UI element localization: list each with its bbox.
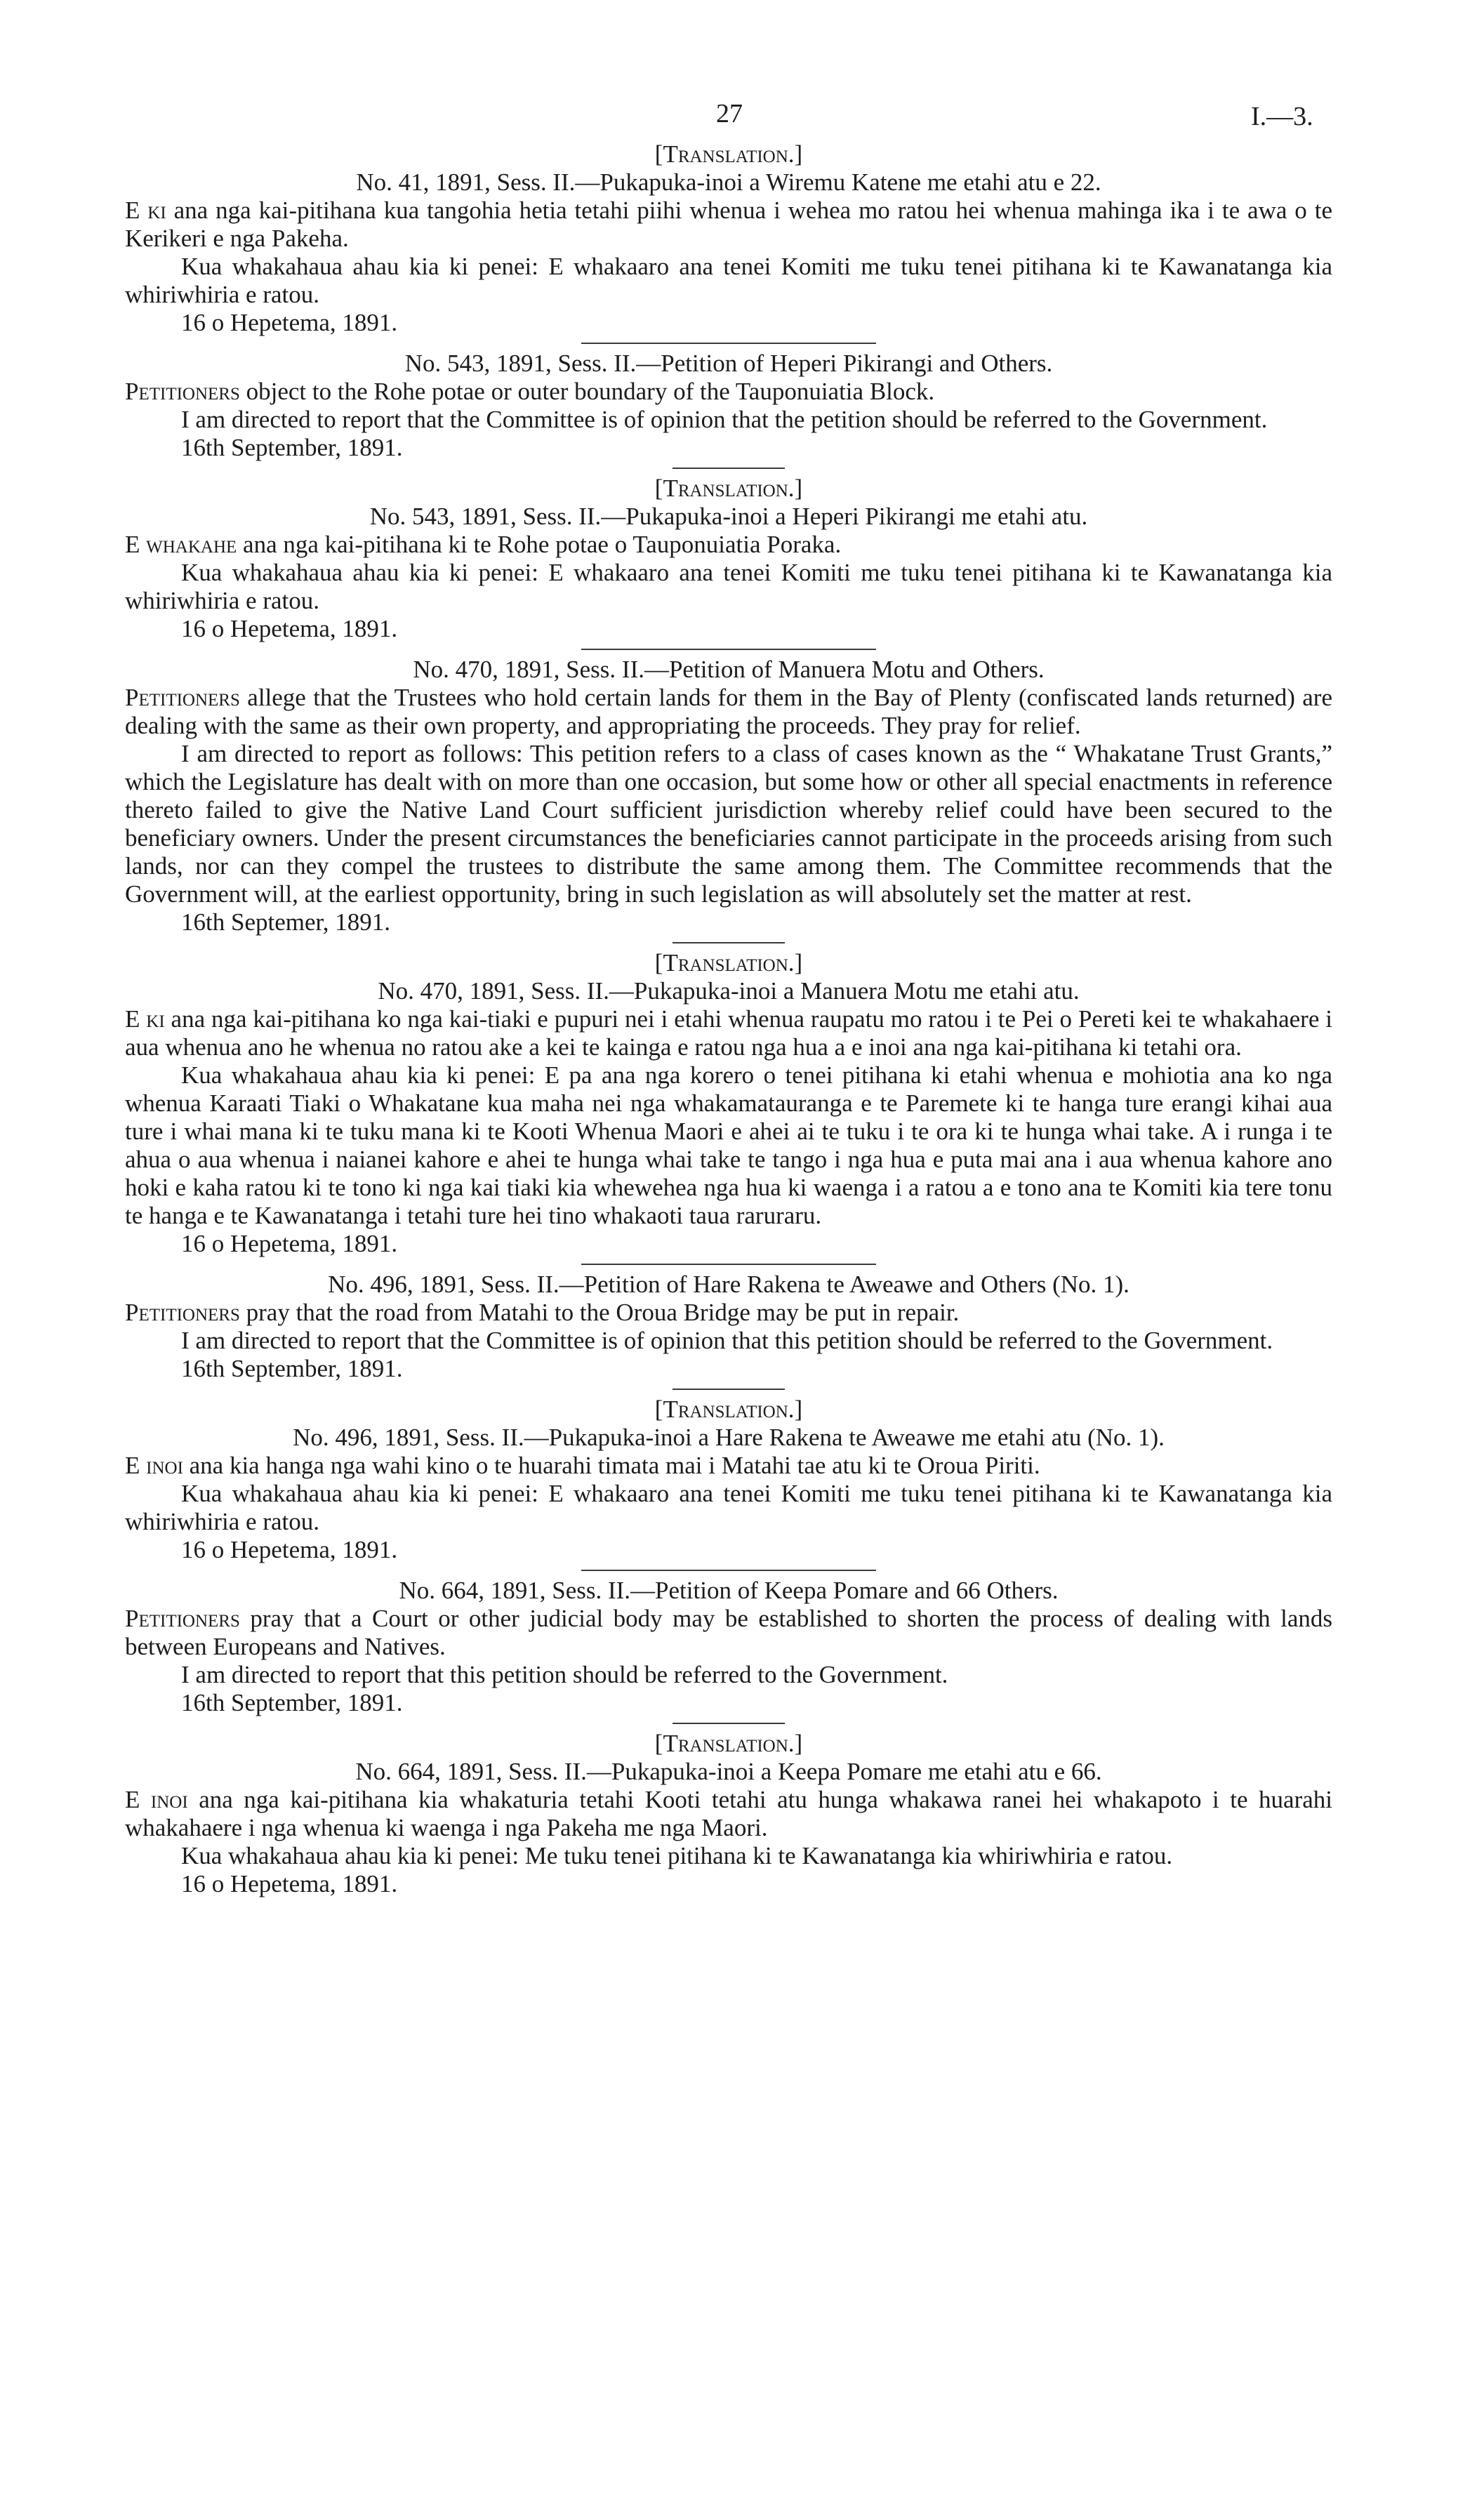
petition-body: ana kia hanga nga wahi kino o te huarahi timata mai i Matahi tae atu ki te Oroua Piriti.	[189, 1452, 1040, 1479]
petition-section	[125, 1396, 1332, 1564]
report-date: 16 o Hepetema, 1891.	[181, 309, 398, 336]
petition-section	[125, 949, 1332, 1258]
page-number: 27	[716, 99, 743, 128]
petition-title: No. 496, 1891, Sess. II.—Pukapuka-inoi a Hare Rakena te Aweawe me etahi atu (No. 1).	[293, 1424, 1165, 1451]
committee-report: Kua whakahaua ahau kia ki penei: E pa ana nga korero o tenei pitihana ki etahi whenua e mohiotia ana ko nga whenua Karaati Tiaki o Whakatane kua maha nei nga whakamatauranga e te Paremete ki te hanga ture erangi kihai aua ture i whai mana ki te tuku mana ki te Kooti Whenua Maori e ahei ai te tuku i te ora ki te hunga whai take. A i runga i te ahua o aua whenua i naianei kahore e ahei te hunga whai take te tango i nga hua e puta mai ana i aua whenua kahore ano hoki e kaha ratou ki te tono ki nga kai tiaki kia whewehea nga hua ki waenga i a ratou a e tono ana te Komiti kia tere tonu te hanga e te Kawanatanga i tetahi ture hei tino whakaoti taua raruraru.	[125, 1061, 1332, 1229]
petition-section	[125, 475, 1332, 643]
section-divider	[673, 468, 785, 469]
committee-report: Kua whakahaua ahau kia ki penei: E whakaaro ana tenei Komiti me tuku tenei pitihana ki te Kawanatanga kia whiriwhiria e ratou.	[125, 559, 1332, 614]
lead-words: Petitioners	[125, 684, 240, 711]
report-date: 16 o Hepetema, 1891.	[181, 1870, 398, 1897]
petition-section	[125, 1730, 1332, 1898]
lead-words: E inoi	[125, 1786, 188, 1813]
petition-section	[125, 1271, 1332, 1383]
translation-label: [Translation.]	[654, 1396, 803, 1423]
committee-report: I am directed to report that the Committee is of opinion that the petition should be referred to the Government.	[181, 406, 1268, 433]
report-date: 16th September, 1891.	[181, 1355, 403, 1382]
page-header	[0, 98, 1484, 140]
petition-section	[125, 140, 1332, 337]
lead-words: E whakahe	[125, 531, 237, 558]
committee-report: Kua whakahaua ahau kia ki penei: Me tuku tenei pitihana ki te Kawanatanga kia whiriwhiria e ratou.	[181, 1842, 1173, 1869]
petition-title: No. 664, 1891, Sess. II.—Petition of Keepa Pomare and 66 Others.	[399, 1577, 1059, 1604]
translation-label: [Translation.]	[654, 140, 803, 168]
report-date: 16 o Hepetema, 1891.	[181, 1536, 398, 1563]
committee-report: Kua whakahaua ahau kia ki penei: E whakaaro ana tenei Komiti me tuku tenei pitihana ki te Kawanatanga kia whiriwhiria e ratou.	[125, 253, 1332, 308]
section-divider	[581, 1570, 876, 1571]
lead-words: E ki	[125, 1005, 165, 1033]
translation-label: [Translation.]	[654, 1730, 803, 1757]
report-date: 16th Septemer, 1891.	[181, 908, 390, 936]
petition-section	[125, 350, 1332, 462]
translation-label: [Translation.]	[654, 475, 803, 502]
section-divider	[673, 942, 785, 943]
lead-words: Petitioners	[125, 378, 240, 405]
petition-body: ana nga kai-pitihana ki te Rohe potae o Tauponuiatia Poraka.	[243, 531, 842, 558]
report-date: 16th September, 1891.	[181, 1689, 403, 1716]
petition-title: No. 470, 1891, Sess. II.—Petition of Manuera Motu and Others.	[413, 656, 1045, 683]
report-date: 16 o Hepetema, 1891.	[181, 615, 398, 642]
petition-title: No. 470, 1891, Sess. II.—Pukapuka-inoi a Manuera Motu me etahi atu.	[378, 977, 1080, 1005]
section-divider	[581, 343, 876, 344]
petition-body: ana nga kai-pitihana kia whakaturia tetahi Kooti tetahi atu hunga whakawa ranei hei whakapoto i te huarahi whakahaere i nga whenua ki waenga i nga Pakeha me nga Maori.	[125, 1786, 1333, 1841]
petition-body: pray that a Court or other judicial body may be established to shorten the process of dealing with lands between Europeans and Natives.	[125, 1605, 1332, 1660]
lead-words: E ki	[125, 197, 166, 224]
lead-words: E inoi	[125, 1452, 183, 1479]
report-date: 16th September, 1891.	[181, 434, 403, 461]
committee-report: I am directed to report that the Committee is of opinion that this petition should be referred to the Government.	[181, 1327, 1273, 1354]
petition-body: ana nga kai-pitihana ko nga kai-tiaki e pupuri nei i etahi whenua raupatu mo ratou i te Pei o Pereti kei te whakahaere i aua whenua ano he whenua no ratou ake a kei te kainga e ratou nga hua a e inoi ana nga kai-pitihana ki tetahi ora.	[125, 1005, 1332, 1061]
report-date: 16 o Hepetema, 1891.	[181, 1230, 398, 1257]
section-divider	[581, 1264, 876, 1265]
committee-report: I am directed to report as follows: This petition refers to a class of cases known as the “ Whakatane Trust Grants,” which the Legislature has dealt with on more than one occasion, but some how or other all special enactments in reference thereto failed to give the Native Land Court sufficient jurisdiction whereby relief could have been secured to the beneficiary owners. Under the present circumstances the beneficiaries cannot participate in the proceeds arising from such lands, nor can they compel the trustees to distribute the same among them. The Committee recommends that the Government will, at the earliest opportunity, bring in such legislation as will absolutely set the matter at rest.	[125, 740, 1332, 908]
translation-label: [Translation.]	[654, 949, 803, 976]
petition-title: No. 543, 1891, Sess. II.—Pukapuka-inoi a Heperi Pikirangi me etahi atu.	[369, 503, 1088, 530]
petition-section	[125, 1577, 1332, 1717]
committee-report: Kua whakahaua ahau kia ki penei: E whakaaro ana tenei Komiti me tuku tenei pitihana ki te Kawanatanga kia whiriwhiria e ratou.	[125, 1480, 1332, 1535]
petition-section	[125, 656, 1332, 936]
document-body	[125, 140, 1332, 1898]
petition-title: No. 496, 1891, Sess. II.—Petition of Hare Rakena te Aweawe and Others (No. 1).	[328, 1271, 1129, 1298]
committee-report: I am directed to report that this petition should be referred to the Government.	[181, 1661, 948, 1688]
petition-body: object to the Rohe potae or outer boundary of the Tauponuiatia Block.	[246, 378, 935, 405]
petition-body: allege that the Trustees who hold certain lands for them in the Bay of Plenty (confiscated lands returned) are dealing with the same as their own property, and appropriating the proceeds. They pray for relief.	[125, 684, 1332, 739]
lead-words: Petitioners	[125, 1605, 240, 1632]
lead-words: Petitioners	[125, 1299, 240, 1326]
petition-title: No. 664, 1891, Sess. II.—Pukapuka-inoi a Keepa Pomare me etahi atu e 66.	[355, 1758, 1102, 1785]
section-divider	[673, 1389, 785, 1390]
section-divider	[673, 1723, 785, 1724]
petition-body: ana nga kai-pitihana kua tangohia hetia tetahi piihi whenua i wehea mo ratou hei whenua mahinga ika i te awa o te Kerikeri e nga Pakeha.	[125, 197, 1332, 252]
section-divider	[581, 649, 876, 650]
petition-body: pray that the road from Matahi to the Oroua Bridge may be put in repair.	[246, 1299, 960, 1326]
petition-title: No. 41, 1891, Sess. II.—Pukapuka-inoi a Wiremu Katene me etahi atu e 22.	[356, 168, 1101, 196]
petition-title: No. 543, 1891, Sess. II.—Petition of Heperi Pikirangi and Others.	[404, 350, 1053, 377]
page-reference: I.—3.	[1251, 102, 1313, 131]
